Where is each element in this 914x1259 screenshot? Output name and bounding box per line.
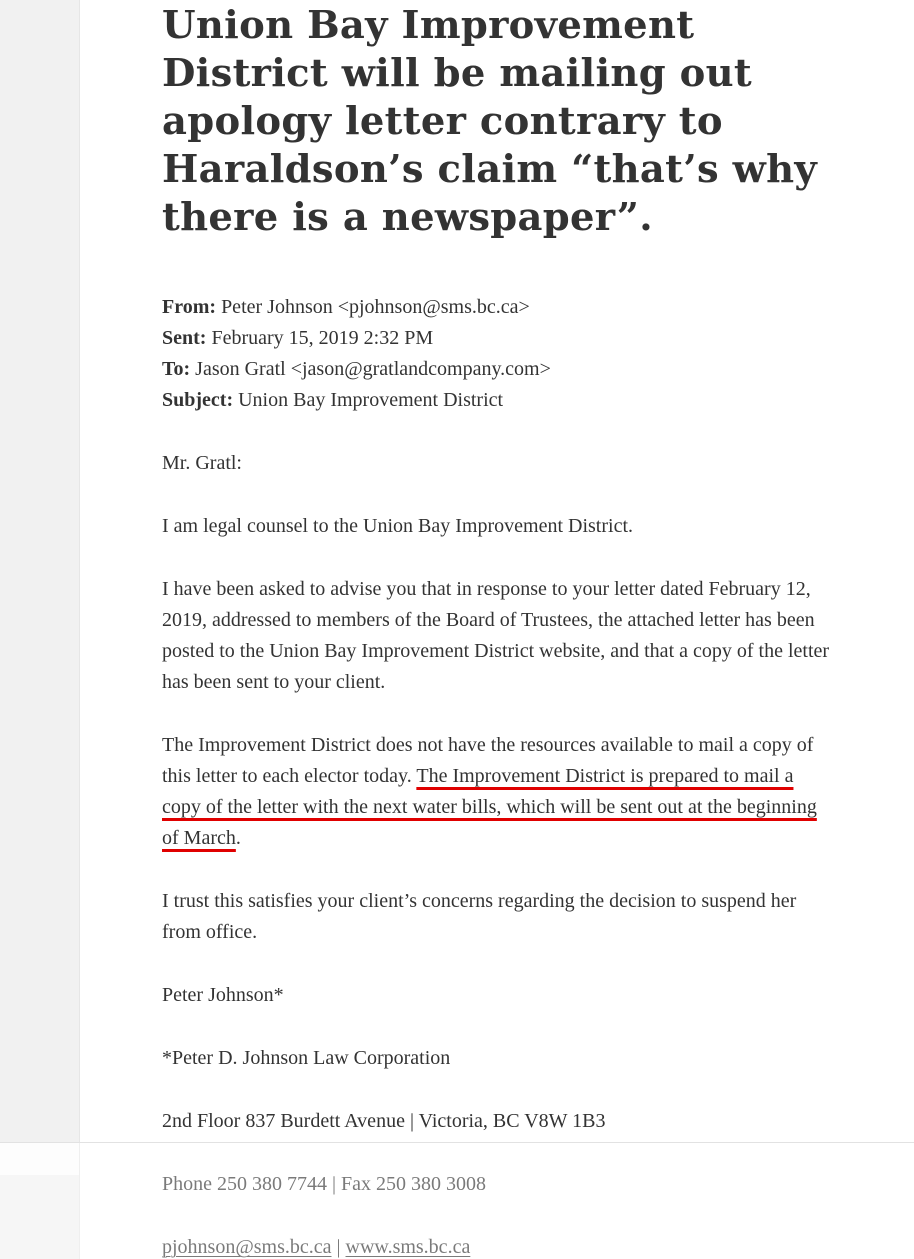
- address: 2nd Floor 837 Burdett Avenue | Victoria, BC V8W 1B3: [162, 1110, 606, 1132]
- paragraph-counsel: I am legal counsel to the Union Bay Improvement District.: [162, 515, 633, 537]
- email-headers: [162, 292, 832, 416]
- paragraph-advise: I have been asked to advise you that in response to your letter dated February 12, 2019, addressed to members of the Board of Trustees, the attached letter has been posted to the Union Bay Improvement District website, and that a copy of the letter has been sent to your client.: [162, 578, 830, 693]
- salutation: Mr. Gratl:: [162, 452, 242, 474]
- header-value: Jason Gratl <jason@gratlandcompany.com>: [190, 358, 551, 380]
- highlighted-mailing-statement: The Improvement District is prepared to mail a copy of the letter with the next water bills, which will be sent out at the beginning of March: [162, 765, 817, 849]
- firm-name: *Peter D. Johnson Law Corporation: [162, 1047, 451, 1069]
- signature: Peter Johnson*: [162, 984, 284, 1006]
- article-content: [162, 0, 832, 1259]
- email-header-from: [162, 292, 832, 323]
- header-value: Union Bay Improvement District: [233, 389, 504, 411]
- link-separator: |: [331, 1236, 346, 1258]
- article-title: Union Bay Improvement District will be mailing out apology letter contrary to Haraldson’s claim “that’s why there is a newspaper”.: [162, 3, 818, 240]
- email-link[interactable]: pjohnson@sms.bc.ca: [162, 1236, 332, 1258]
- email-header-sent: [162, 323, 832, 354]
- header-label: To:: [162, 358, 191, 380]
- header-value: Peter Johnson <pjohnson@sms.bc.ca>: [216, 296, 530, 318]
- sidebar: [0, 0, 79, 1259]
- contact-links: [162, 1232, 832, 1259]
- header-value: February 15, 2019 2:32 PM: [206, 327, 434, 349]
- resources-text: The Improvement District does not have the resources available to mail a copy of this letter to each elector today.: [162, 734, 814, 787]
- email-header-subject: [162, 385, 832, 416]
- header-label: Subject:: [162, 389, 234, 411]
- website-link[interactable]: www.sms.bc.ca: [345, 1236, 471, 1258]
- paragraph-resources: [162, 730, 832, 854]
- email-header-to: [162, 354, 832, 385]
- period: .: [235, 827, 241, 849]
- header-label: Sent:: [162, 327, 207, 349]
- paragraph-trust: I trust this satisfies your client’s concerns regarding the decision to suspend her from office.: [162, 890, 797, 943]
- header-label: From:: [162, 296, 217, 318]
- phone-fax: Phone 250 380 7744 | Fax 250 380 3008: [162, 1173, 487, 1195]
